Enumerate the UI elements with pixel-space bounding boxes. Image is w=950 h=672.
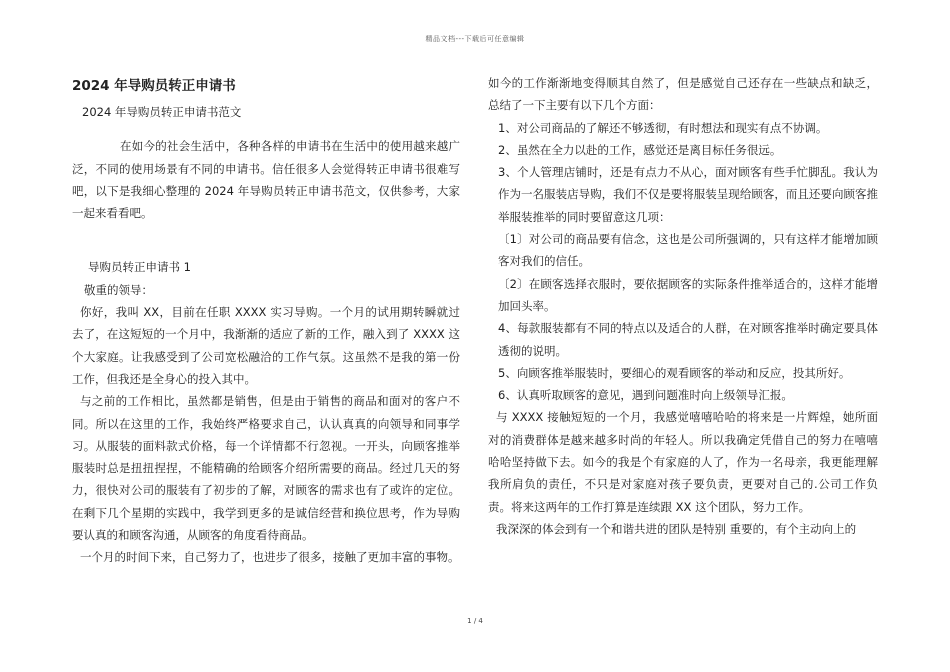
right-column xyxy=(488,72,878,540)
document-subtitle: 2024 年导购员转正申请书范文 xyxy=(82,105,242,119)
list-item: 〔1〕对公司的商品要有信念，这也是公司所强调的，只有这样才能增加顾客对我们的信任。 xyxy=(498,232,878,269)
body-paragraph-2: 与之前的工作相比，虽然都是销售，但是由于销售的商品和面对的客户不同。所以在这里的工作，我始终严格要求自己，认认真真的向领导和同事学习。从服装的面料款式价格，每一个详情都不行忽视。一开头，向顾客推举服装时总是扭扭捏捏，不能精确的给顾客介绍所需要的商品。经过几天的努力，很快对公司的服装有了初步的了解，对顾客的需求也有了或许的定位。在剩下几个星期的实践中，我学到更多的是诚信经营和换位思考，作为导购要认真的和顾客沟通，从顾客的角度看待商品。 xyxy=(72,394,460,543)
body-paragraph-1: 你好，我叫 XX，目前在任职 XXXX 实习导购。一个月的试用期转瞬就过去了，在这短短的一个月中，我渐渐的适应了新的工作，融入到了 XXXX 这个大家庭。让我感受到了公司宽松融洽的工作气氛。这虽然不是我的第一份工作，但我还是全身心的投入其中。 xyxy=(72,305,460,386)
header-note: 精品文档---下载后可任意编辑 xyxy=(425,35,525,43)
list-item: 6、认真听取顾客的意见，遇到问题准时向上级领导汇报。 xyxy=(498,388,793,403)
body-paragraph-6: 我深深的体会到有一个和谐共进的团队是特别 重要的，有个主动向上的 xyxy=(496,521,857,536)
body-paragraph-5: 与 XXXX 接触短短的一个月，我感觉嘻嘻哈哈的将来是一片辉煌，她所面对的消费群体是越来越多时尚的年轻人。所以我确定凭借自己的努力在嘻嘻哈哈坚持做下去。如今的我是个有家庭的人了，作为一名母亲，我更能理解我所肩负的责任，不只是对家庭对孩子要负责，更要对自己的.公司工作负责。将来这两年的工作打算是连续跟 XX 这个团队，努力工作。 xyxy=(488,410,878,514)
body-paragraph-3: 一个月的时间下来，自己努力了，也进步了很多，接触了更加丰富的事物。 xyxy=(80,550,460,565)
page-number: 1 / 4 xyxy=(467,617,483,625)
list-item: 3、个人管理店铺时，还是有点力不从心，面对顾客有些手忙脚乱。我认为作为一名服装店导购，我们不仅是要将服装呈现给顾客，而且还要向顾客推举服装推举的同时要留意这几项： xyxy=(498,165,878,224)
list-item: 2、虽然在全力以赴的工作，感觉还是离目标任务很远。 xyxy=(498,142,782,157)
list-item: 4、每款服装都有不同的特点以及适合的人群，在对顾客推举时确定要具体透彻的说明。 xyxy=(498,321,878,358)
list-item: 〔2〕在顾客选择衣服时，要依据顾客的实际条件推举适合的，这样才能增加回头率。 xyxy=(498,276,878,313)
body-paragraph-4: 如今的工作渐渐地变得顺其自然了，但是感觉自己还存在一些缺点和缺乏，总结了一下主要有以下几个方面： xyxy=(488,76,878,113)
document-title: 2024 年导购员转正申请书 xyxy=(72,78,236,94)
left-column xyxy=(72,72,460,569)
intro-paragraph: 在如今的社会生活中，各种各样的申请书在生活中的使用越来越广泛，不同的使用场景有不同的申请书。信任很多人会觉得转正申请书很难写吧，以下是我细心整理的 2024 年导购员转正申请书范文，仅供参考，大家一起来看看吧。 xyxy=(72,139,460,221)
section-title: 导购员转正申请书 1 xyxy=(88,260,191,275)
spacer xyxy=(72,224,460,246)
salutation: 敬重的领导： xyxy=(84,282,153,297)
list-item: 1、对公司商品的了解还不够透彻，有时想法和现实有点不协调。 xyxy=(498,120,828,135)
list-item: 5、向顾客推举服装时，要细心的观看顾客的举动和反应，投其所好。 xyxy=(498,365,851,380)
